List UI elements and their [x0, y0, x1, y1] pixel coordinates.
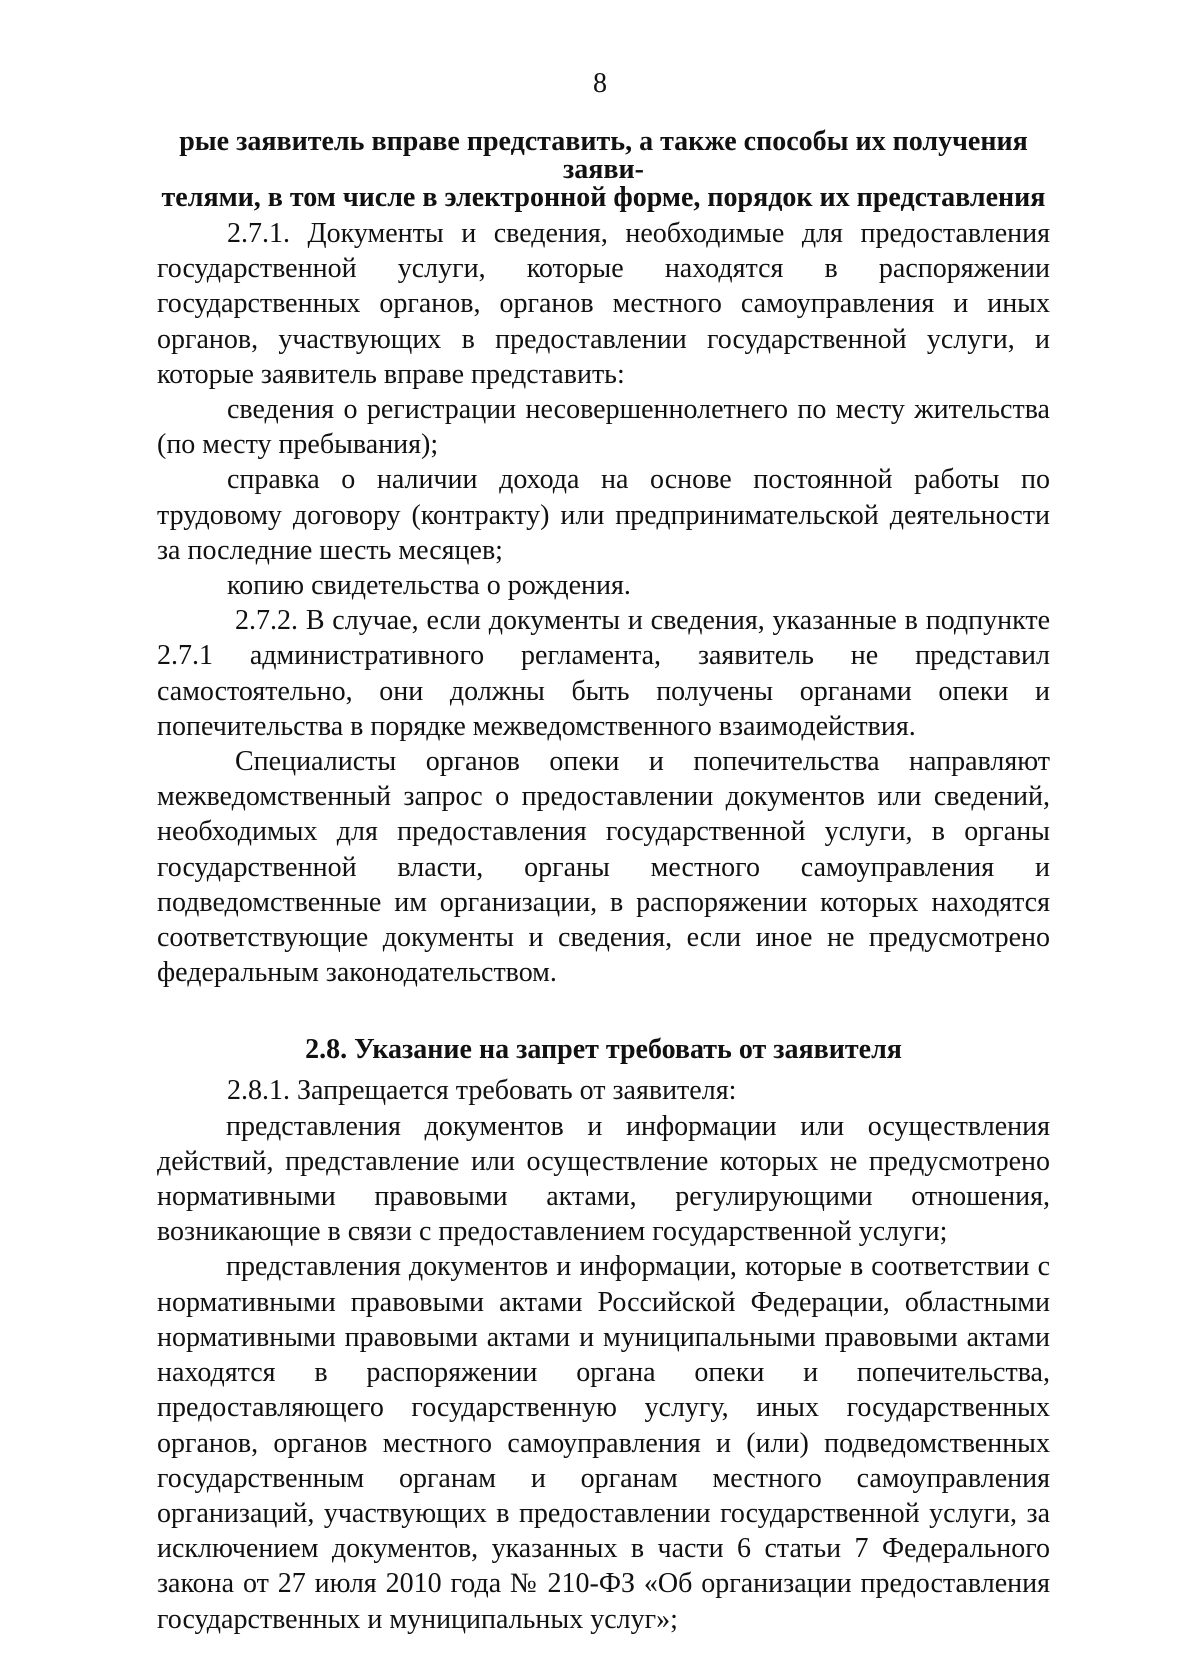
section-heading-continuation: [157, 128, 1050, 212]
prohibition-item-1: представления документов и информации или осуществления действий, представление или осуществление которых не предусмотрено нормативными правовыми актами, регулирующими отношения, возникающие в связи с предоставлением государственной услуги;: [157, 1110, 1050, 1248]
paragraph-2-8-1: 2.8.1. Запрещается требовать от заявителя:: [227, 1075, 737, 1107]
prohibition-item-2: представления документов и информации, которые в соответствии с нормативными правовыми актами Российской Федерации, областными нормативными правовыми актами и муниципальными правовыми актами находятся в распоряжении органа опеки и попечительства, предоставляющего государственную услугу, иных государственных органов, органов местного самоуправления и (или) подведомственных государственным органам и органам местного самоуправления организаций, участвующих в предоставлении государственной услуги, за исключением документов, указанных в части 6 статьи 7 Федерального закона от 27 июля 2010 года № 210-ФЗ «Об организации предоставления государственных и муниципальных услуг»;: [157, 1251, 1050, 1635]
list-item-registration: сведения о регистрации несовершеннолетнего по месту жительства (по месту пребывания);: [157, 394, 1050, 461]
page-number: 8: [593, 68, 607, 99]
document-body: [157, 128, 1050, 1637]
paragraph-2-7-2: 2.7.2. В случае, если документы и сведения, указанные в подпункте 2.7.1 административного регламента, заявитель не представил самостоятельно, они должны быть получены органами опеки и попечительства в порядке межведомственного взаимодействия.: [157, 605, 1050, 742]
heading-line-1: рые заявитель вправе представить, а также способы их получения заяви-: [179, 126, 1028, 185]
section-2-8-title: 2.8. Указание на запрет требовать от заявителя: [305, 1034, 902, 1066]
list-item-income-certificate: справка о наличии дохода на основе постоянной работы по трудовому договору (контракту) или предпринимательской деятельности за последние шесть месяцев;: [157, 464, 1050, 566]
heading-line-2: телями, в том числе в электронной форме, порядок их представления: [161, 182, 1046, 213]
paragraph-2-7-1: 2.7.1. Документы и сведения, необходимые для предоставления государственной услуги, которые находятся в распоряжении государственных органов, органов местного самоуправления и иных органов, участвующих в предоставлении государственной услуги, и которые заявитель вправе представить:: [157, 218, 1050, 390]
list-item-birth-certificate: копию свидетельства о рождения.: [227, 570, 631, 602]
paragraph-specialists: Специалисты органов опеки и попечительства направляют межведомственный запрос о предоставлении документов или сведений, необходимых для предоставления государственной услуги, в органы государственной власти, органы местного самоуправления и подведомственные им организации, в распоряжении которых находятся соответствующие документы и сведения, если иное не предусмотрено федеральным законодательством.: [157, 746, 1050, 989]
